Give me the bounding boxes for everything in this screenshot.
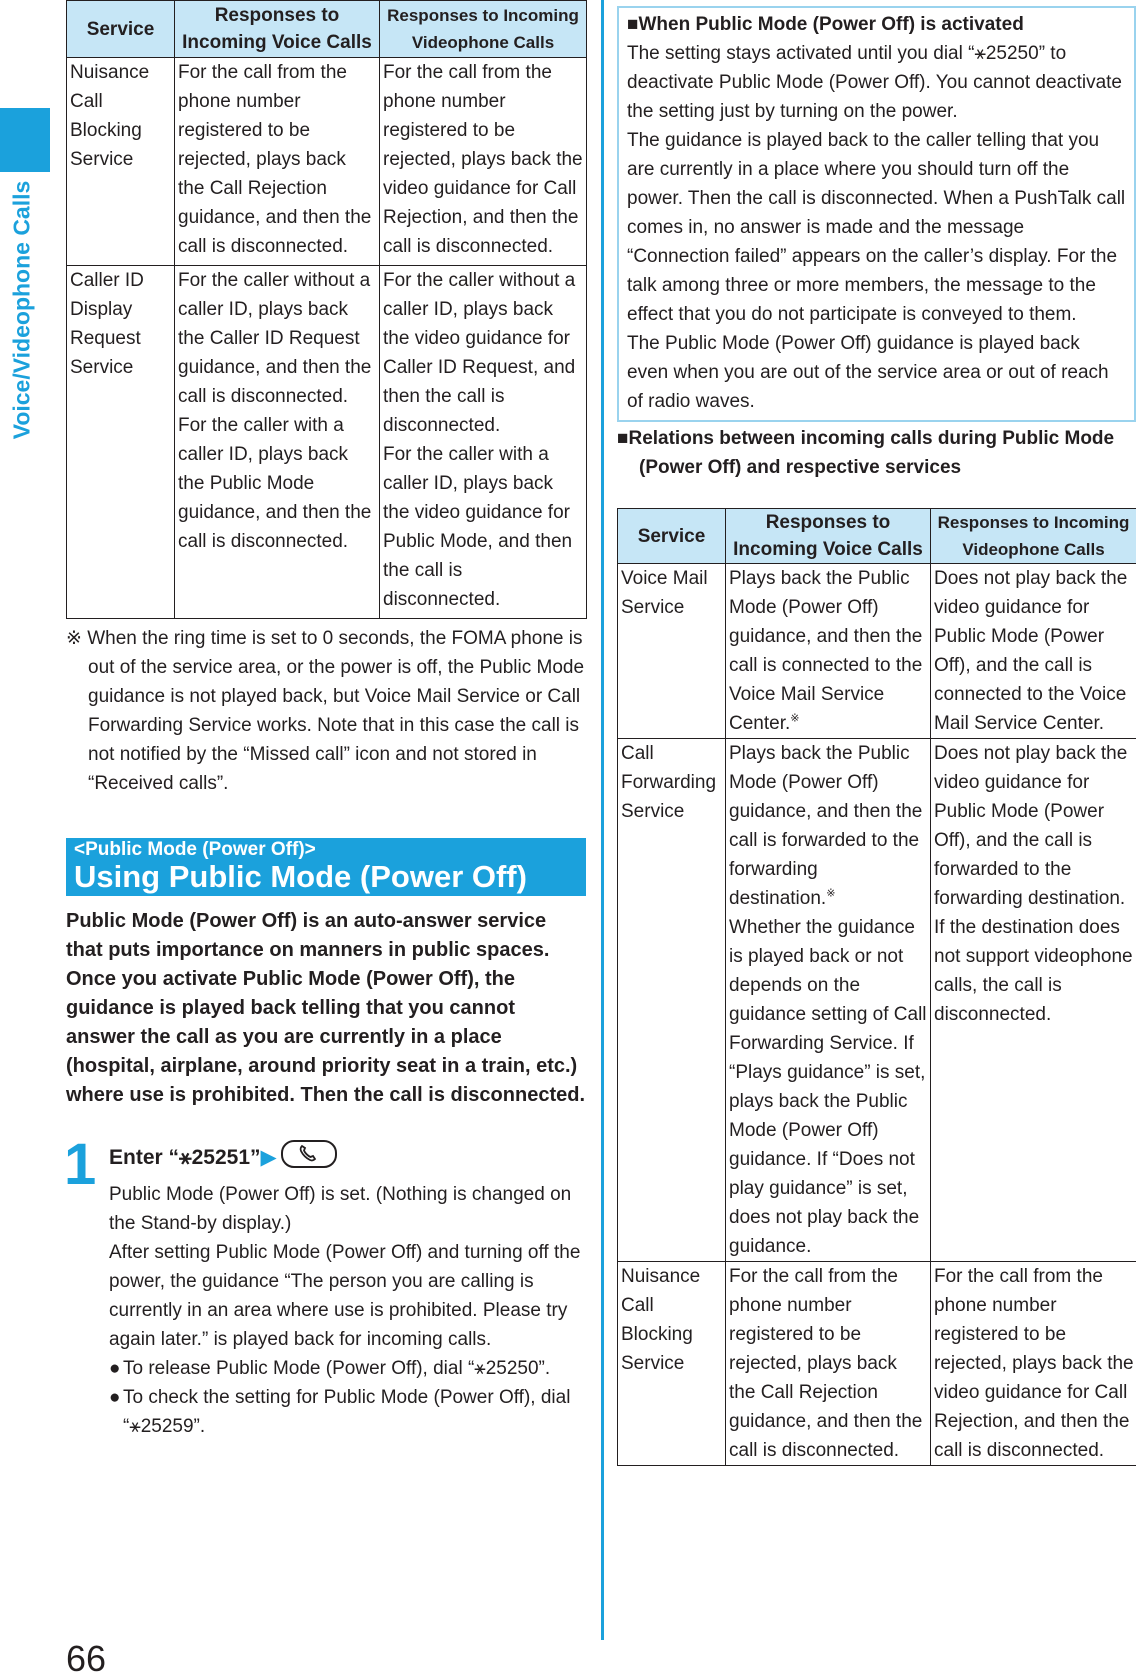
voice-cell-text: Plays back the Public Mode (Power Off) guidance, and then the call is forwarded to the forwarding destination.	[729, 743, 922, 909]
video-cell: For the call from the phone number registered to be rejected, plays back the video guidance for Call Rejection, and then the call is disconnected.	[380, 58, 587, 266]
voice-cell	[726, 739, 931, 1262]
table-row	[67, 266, 587, 619]
footnote: ※ When the ring time is set to 0 seconds, the FOMA phone is out of the service area, or the power is off, the Public Mode guidance is not played back, but Voice Mail Service or Call Forwarding Service works. Note that in this case the call is not notified by the “Missed call” icon and not stored in “Received calls”.	[66, 624, 586, 798]
column-divider	[601, 0, 604, 1640]
section-subtitle: <Public Mode (Power Off)>	[74, 838, 586, 860]
step-heading	[109, 1140, 586, 1173]
bullet-text: To release Public Mode (Power Off), dial “⚹25250”.	[123, 1354, 550, 1383]
voice-cell-part: Whether the guidance is played back or not depends on the guidance setting of Call Forwarding Service. If “Plays guidance” is set, plays back the Public Mode (Power Off) guidance. If “Does not play guidance” is set, does not play back the guidance.	[729, 913, 928, 1261]
info-box-title: ■When Public Mode (Power Off) is activated	[627, 10, 1126, 39]
call-key-icon	[281, 1140, 337, 1168]
table-header-row	[618, 509, 1136, 564]
info-paragraph: The Public Mode (Power Off) guidance is played back even when you are out of the service area or out of reach of radio waves.	[627, 329, 1126, 416]
video-cell: For the call from the phone number registered to be rejected, plays back the video guidance for Call Rejection, and then the call is disconnected.	[931, 1262, 1136, 1466]
service-cell: Caller ID Display Request Service	[67, 266, 175, 619]
header-video: Responses to Incoming Videophone Calls	[380, 1, 587, 58]
video-cell-part: For the caller without a caller ID, plays back the video guidance for Caller ID Request, and then the call is disconnected.	[383, 266, 584, 440]
right-column	[617, 6, 1136, 1466]
table-row	[618, 1262, 1136, 1466]
voice-cell: For the call from the phone number registered to be rejected, plays back the Call Rejection guidance, and then the call is disconnected.	[726, 1262, 931, 1466]
section-banner	[66, 838, 586, 896]
header-service: Service	[67, 1, 175, 58]
service-cell: Nuisance Call Blocking Service	[67, 58, 175, 266]
video-cell: Does not play back the video guidance for Public Mode (Power Off), and the call is forwarded to the forwarding destination. If the destination does not support videophone calls, the call is disconnected.	[931, 739, 1136, 1262]
service-cell: Voice Mail Service	[618, 564, 726, 739]
bullet-icon: ●	[109, 1383, 123, 1441]
header-voice: Responses to Incoming Voice Calls	[175, 1, 380, 58]
video-cell: Does not play back the video guidance for Public Mode (Power Off), and the call is connected to the Voice Mail Service Center.	[931, 564, 1136, 739]
page-number: 66	[66, 1638, 106, 1680]
step-number: 1	[64, 1136, 96, 1194]
voice-cell-part: For the caller without a caller ID, plays back the Caller ID Request guidance, and then the call is disconnected.	[178, 266, 377, 411]
section-intro: Public Mode (Power Off) is an auto-answer service that puts importance on manners in public spaces. Once you activate Public Mode (Power Off), the guidance is played back telling that you cannot answer the call as you are currently in a place (hospital, airplane, around priority seat in a train, etc.) where use is prohibited. Then the call is disconnected.	[66, 907, 586, 1110]
voice-cell: For the call from the phone number registered to be rejected, plays back the Call Rejection guidance, and then the call is disconnected.	[175, 58, 380, 266]
header-voice: Responses to Incoming Voice Calls	[726, 509, 931, 564]
voice-cell	[726, 564, 931, 739]
section-tab-marker	[0, 108, 50, 172]
note-mark: ※	[790, 713, 799, 725]
video-cell-part: For the caller with a caller ID, plays back the video guidance for Public Mode, and then the call is disconnected.	[383, 440, 584, 614]
step-paragraph: After setting Public Mode (Power Off) and turning off the power, the guidance “The person you are calling is currently in an area where use is prohibited. Please try again later.” is played back for incoming calls.	[109, 1238, 586, 1354]
list-item	[109, 1354, 586, 1383]
note-mark: ※	[826, 888, 835, 900]
voice-cell-part: For the caller with a caller ID, plays back the Public Mode guidance, and then the call is disconnected.	[178, 411, 377, 556]
step-1	[66, 1140, 586, 1441]
service-cell: Nuisance Call Blocking Service	[618, 1262, 726, 1466]
list-item	[109, 1383, 586, 1441]
step-body	[109, 1180, 586, 1441]
video-cell	[380, 266, 587, 619]
chapter-side-label: Voice/Videophone Calls	[9, 181, 36, 440]
table-row	[618, 564, 1136, 739]
table-row	[618, 739, 1136, 1262]
voice-cell-text: Plays back the Public Mode (Power Off) guidance, and then the call is connected to the Voice Mail Service Center.	[729, 568, 922, 734]
info-paragraph: The setting stays activated until you dial “⚹25250” to deactivate Public Mode (Power Off). You cannot deactivate the setting just by turning on the power.	[627, 39, 1126, 126]
info-paragraph: The guidance is played back to the caller telling that you are currently in a place where you should turn off the power. Then the call is disconnected. When a PushTalk call comes in, no answer is made and the message “Connection failed” appears on the caller’s display. For the talk among three or more members, the message to the effect that you do not participate is conveyed to them.	[627, 126, 1126, 329]
table-row	[67, 58, 587, 266]
bullet-icon: ●	[109, 1354, 123, 1383]
service-cell: Call Forwarding Service	[618, 739, 726, 1262]
left-column	[66, 0, 586, 1441]
table-header-row	[67, 1, 587, 58]
relations-table	[617, 508, 1136, 1466]
relations-heading: ■Relations between incoming calls during Public Mode (Power Off) and respective services	[617, 424, 1136, 482]
header-service: Service	[618, 509, 726, 564]
services-table-continued	[66, 0, 587, 619]
voice-cell-part	[729, 739, 928, 913]
info-box	[617, 6, 1136, 422]
step-label: Enter “⚹25251”	[109, 1146, 261, 1169]
step-paragraph: Public Mode (Power Off) is set. (Nothing is changed on the Stand-by display.)	[109, 1180, 586, 1238]
header-video: Responses to Incoming Videophone Calls	[931, 509, 1136, 564]
arrow-icon: ▶	[261, 1146, 277, 1169]
voice-cell	[175, 266, 380, 619]
bullet-text: To check the setting for Public Mode (Power Off), dial “⚹25259”.	[123, 1383, 586, 1441]
section-title: Using Public Mode (Power Off)	[74, 860, 586, 894]
